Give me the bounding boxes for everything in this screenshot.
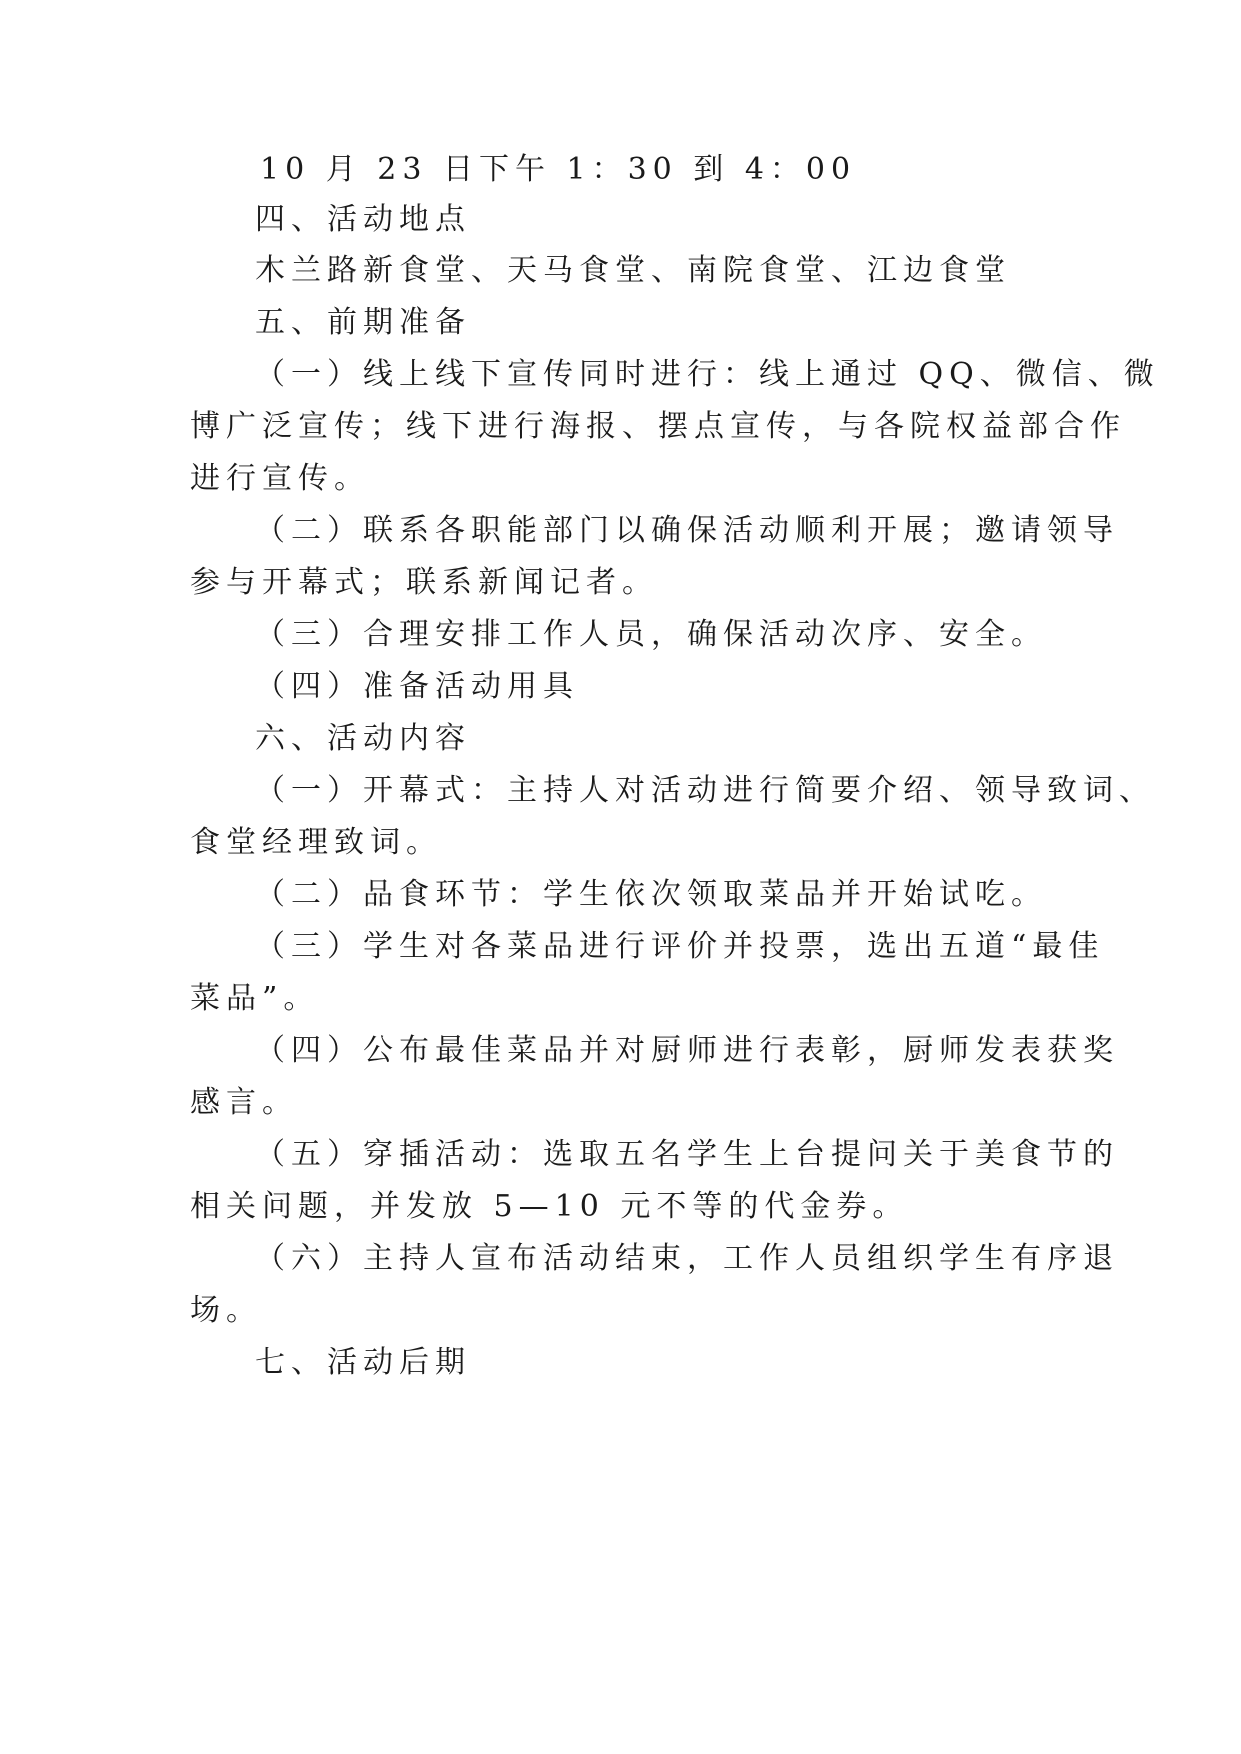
prep-item-1-line-2: 博广泛宣传；线下进行海报、摆点宣传，与各院权益部合作: [190, 409, 1126, 444]
content-item-6-line-1: （六）主持人宣布活动结束，工作人员组织学生有序退: [255, 1241, 1119, 1276]
content-item-2: （二）品食环节：学生依次领取菜品并开始试吃。: [255, 877, 1047, 912]
content-item-1-line-1: （一）开幕式：主持人对活动进行简要介绍、领导致词、: [255, 773, 1155, 808]
content-item-4-line-2: 感言。: [190, 1085, 298, 1120]
prep-item-2-line-1: （二）联系各职能部门以确保活动顺利开展；邀请领导: [255, 513, 1119, 548]
event-location: 木兰路新食堂、天马食堂、南院食堂、江边食堂: [255, 253, 1011, 288]
section-heading-content: 六、活动内容: [255, 721, 471, 756]
prep-item-4: （四）准备活动用具: [255, 669, 579, 704]
section-heading-followup: 七、活动后期: [255, 1345, 471, 1380]
section-heading-preparation: 五、前期准备: [255, 305, 471, 340]
event-time: 10 月 23 日下午 1：30 到 4：00: [260, 152, 857, 187]
prep-item-1-line-3: 进行宣传。: [190, 461, 370, 496]
section-heading-location: 四、活动地点: [255, 202, 471, 237]
content-item-6-line-2: 场。: [190, 1293, 262, 1328]
content-item-5-line-2: 相关问题，并发放 5—10 元不等的代金券。: [190, 1189, 909, 1224]
prep-item-3: （三）合理安排工作人员，确保活动次序、安全。: [255, 617, 1047, 652]
content-item-3-line-2: 菜品”。: [190, 981, 320, 1016]
prep-item-2-line-2: 参与开幕式；联系新闻记者。: [190, 565, 658, 600]
prep-item-1-line-1: （一）线上线下宣传同时进行：线上通过 QQ、微信、微: [255, 357, 1160, 392]
content-item-3-line-1: （三）学生对各菜品进行评价并投票，选出五道“最佳: [255, 929, 1105, 964]
content-item-4-line-1: （四）公布最佳菜品并对厨师进行表彰，厨师发表获奖: [255, 1033, 1119, 1068]
content-item-5-line-1: （五）穿插活动：选取五名学生上台提问关于美食节的: [255, 1137, 1119, 1172]
content-item-1-line-2: 食堂经理致词。: [190, 825, 442, 860]
